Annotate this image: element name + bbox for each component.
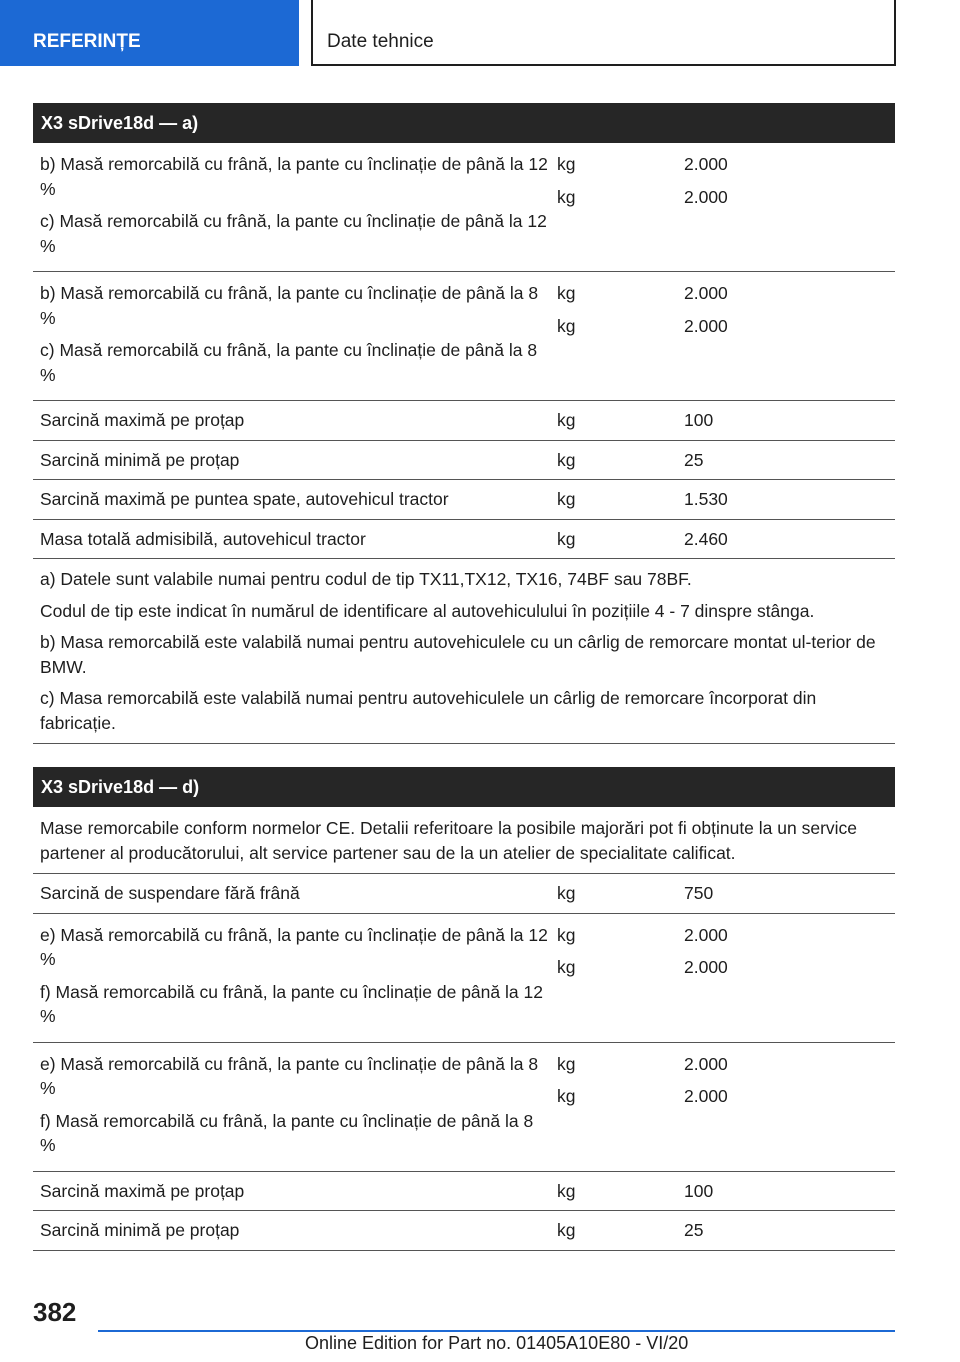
row-unit: kg	[557, 410, 576, 430]
footer-divider	[98, 1330, 895, 1332]
row-value: 2.000	[684, 1053, 728, 1074]
edition-text: Online Edition for Part no. 01405A10E80 - VI/20	[305, 1333, 689, 1353]
table-row	[33, 1172, 895, 1212]
table-row	[33, 480, 895, 520]
table-row	[33, 520, 895, 560]
row-value: 2.000	[684, 154, 728, 174]
note-text: a) Datele sunt valabile numai pentru codul de tip TX11,TX12, TX16, 74BF sau 78BF.	[40, 569, 692, 589]
table-notes	[33, 559, 895, 744]
row-unit: kg	[557, 186, 576, 207]
spec-table-2	[33, 767, 895, 1251]
row-value: 2.000	[684, 315, 728, 336]
row-label: Sarcină maximă pe proțap	[40, 410, 245, 430]
row-unit: kg	[557, 315, 576, 336]
row-value: 100	[684, 410, 714, 430]
row-value: 2.000	[684, 957, 728, 977]
row-unit: kg	[557, 283, 576, 303]
section-title: REFERINȚE	[33, 31, 141, 52]
row-label: Sarcină de suspendare fără frână	[40, 883, 300, 903]
row-label: e) Masă remorcabilă cu frână, la pante cu înclinație de până la 8 %	[40, 1053, 539, 1098]
row-unit: kg	[557, 883, 576, 903]
row-label: Sarcină maximă pe puntea spate, autovehicul tractor	[40, 489, 449, 509]
row-unit: kg	[557, 528, 576, 549]
table-title: X3 sDrive18d — a)	[33, 103, 895, 143]
note-text: c) Masa remorcabilă este valabilă numai pentru autovehiculele un cârlig de remorcare încorporat din fabricație.	[40, 688, 817, 733]
table-row	[33, 143, 895, 272]
row-value: 25	[684, 1220, 704, 1240]
row-value: 2.460	[684, 528, 728, 549]
row-unit: kg	[557, 1180, 576, 1201]
table-title: X3 sDrive18d — d)	[33, 767, 895, 807]
table-row	[33, 441, 895, 481]
note-text: Codul de tip este indicat în numărul de identificare al autovehiculului în pozițiile 4 - 7 dinspre stânga.	[40, 600, 815, 621]
row-unit: kg	[557, 1053, 576, 1074]
row-value: 2.000	[684, 186, 728, 207]
row-label: e) Masă remorcabilă cu frână, la pante cu înclinație de până la 12 %	[40, 924, 548, 969]
row-label: c) Masă remorcabilă cu frână, la pante cu înclinație de până la 8 %	[40, 340, 538, 385]
row-unit: kg	[557, 924, 576, 945]
row-value: 100	[684, 1180, 714, 1201]
row-value: 750	[684, 883, 714, 903]
row-label: f) Masă remorcabilă cu frână, la pante cu înclinație de până la 12 %	[40, 981, 543, 1026]
row-unit: kg	[557, 489, 576, 509]
row-unit: kg	[557, 1086, 576, 1106]
chapter-title: Date tehnice	[327, 31, 434, 52]
row-value: 1.530	[684, 489, 728, 509]
row-label: b) Masă remorcabilă cu frână, la pante cu înclinație de până la 8 %	[40, 283, 539, 328]
table-row	[33, 874, 895, 914]
table-row	[33, 401, 895, 441]
note-text: b) Masa remorcabilă este valabilă numai pentru autovehiculele cu un cârlig de remorcare montat ul-terior de BMW.	[40, 632, 876, 677]
row-label: Sarcină minimă pe proțap	[40, 1220, 240, 1240]
table-row	[33, 1211, 895, 1251]
row-unit: kg	[557, 957, 576, 977]
row-label: Sarcină minimă pe proțap	[40, 449, 240, 470]
page-number: 382	[33, 1297, 77, 1327]
chapter-tab	[311, 0, 896, 66]
table-row	[33, 272, 895, 401]
row-label: c) Masă remorcabilă cu frână, la pante cu înclinație de până la 12 %	[40, 211, 547, 256]
table-row	[33, 914, 895, 1043]
row-value: 2.000	[684, 283, 728, 303]
row-label: f) Masă remorcabilă cu frână, la pante cu înclinație de până la 8 %	[40, 1110, 534, 1155]
row-value: 2.000	[684, 1086, 728, 1106]
row-unit: kg	[557, 154, 576, 174]
spec-table-1	[33, 103, 895, 744]
row-value: 2.000	[684, 924, 728, 945]
row-label: b) Masă remorcabilă cu frână, la pante cu înclinație de până la 12 %	[40, 154, 548, 199]
table-intro: Mase remorcabile conform normelor CE. Detalii referitoare la posibile majorări pot fi obținute la un service partener al producătorului, alt service partener sau de la un atelier de specialitate calificat.	[33, 807, 895, 874]
row-unit: kg	[557, 1220, 576, 1240]
row-value: 25	[684, 449, 704, 470]
row-label: Sarcină maximă pe proțap	[40, 1180, 245, 1201]
table-row	[33, 1043, 895, 1172]
row-unit: kg	[557, 449, 576, 470]
section-tab	[0, 0, 299, 66]
row-label: Masa totală admisibilă, autovehicul tractor	[40, 528, 366, 549]
